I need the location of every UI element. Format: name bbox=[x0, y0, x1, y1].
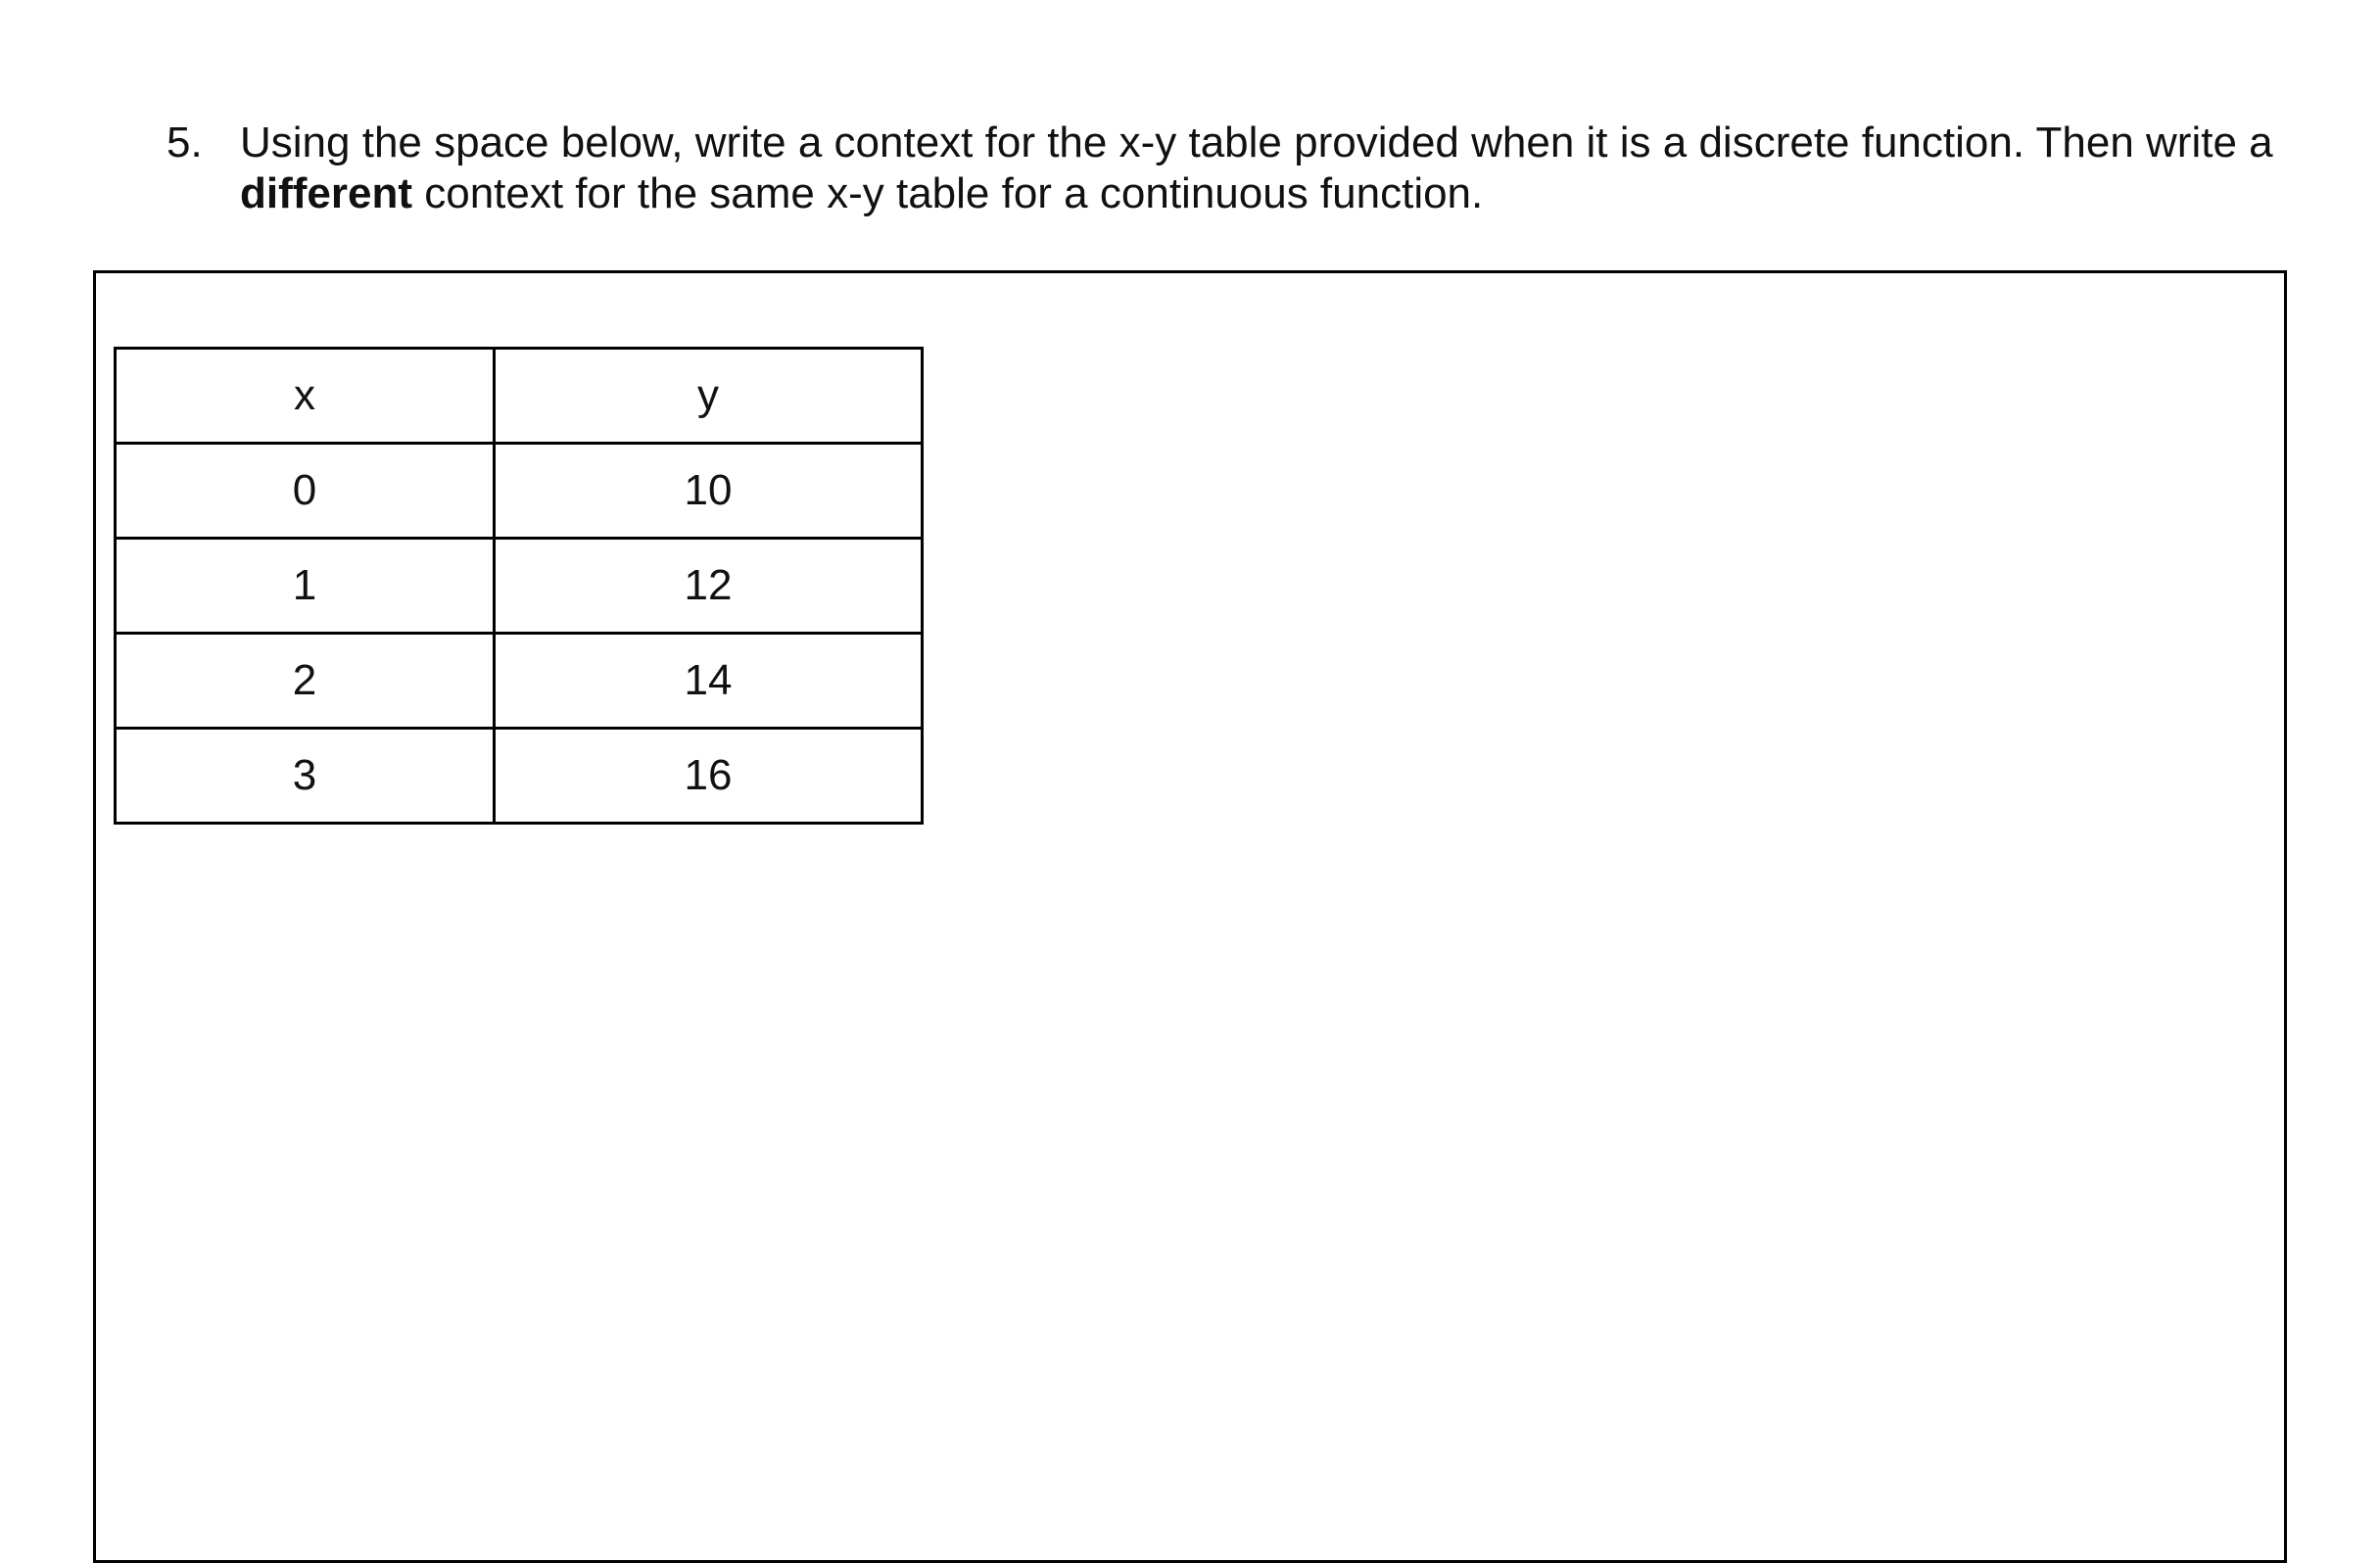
table-row bbox=[116, 729, 923, 824]
cell-y: 12 bbox=[495, 539, 923, 634]
question-text-part-1: Using the space below, write a context for the x-y table provided when it is a discrete function. Then write a bbox=[240, 118, 2273, 166]
header-y: y bbox=[495, 349, 923, 444]
cell-x: 1 bbox=[116, 539, 495, 634]
header-x: x bbox=[116, 349, 495, 444]
cell-y: 14 bbox=[495, 634, 923, 729]
table-row bbox=[116, 539, 923, 634]
cell-x: 2 bbox=[116, 634, 495, 729]
cell-y: 10 bbox=[495, 444, 923, 539]
question-text bbox=[240, 118, 2297, 219]
table-row bbox=[116, 444, 923, 539]
table-row bbox=[116, 634, 923, 729]
xy-table bbox=[114, 347, 924, 825]
question-number: 5. bbox=[167, 118, 203, 166]
cell-y: 16 bbox=[495, 729, 923, 824]
table-header-row bbox=[116, 349, 923, 444]
cell-x: 3 bbox=[116, 729, 495, 824]
question-bold-word: different bbox=[240, 169, 412, 217]
cell-x: 0 bbox=[116, 444, 495, 539]
question-text-part-2: context for the same x-y table for a continuous function. bbox=[412, 169, 1484, 217]
